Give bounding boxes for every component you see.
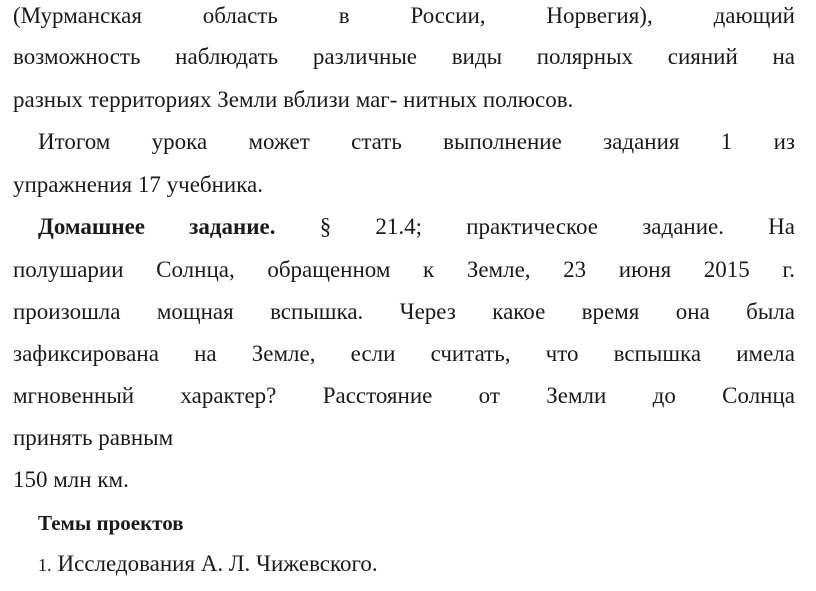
paragraph-2-line-2: упражнения 17 учебника. [13, 172, 264, 197]
homework-line-6: принять равным [13, 425, 174, 450]
homework-line-1 [38, 213, 795, 241]
homework-line-3: произошла мощная вспышка. Через какое время она была [13, 299, 795, 324]
paragraph-1-line-1: (Мурманская область в России, Норвегия), дающий [13, 3, 795, 28]
homework-line-5: мгновенный характер? Расстояние от Земли до Солнца [13, 383, 795, 408]
homework-first-line-rest: § 21.4; практическое задание. На [275, 214, 795, 239]
homework-line-2: полушарии Солнца, обращенном к Земле, 23 июня 2015 г. [13, 257, 795, 282]
projects-heading: Темы проектов [38, 511, 184, 535]
homework-line-7: 150 млн км. [13, 467, 129, 492]
projects-item-number: 1. [38, 555, 52, 575]
paragraph-1-line-2: возможность наблюдать различные виды полярных сияний на [13, 44, 795, 69]
paragraph-1-line-3: разных территориях Земли вблизи маг- нитных полюсов. [13, 87, 574, 112]
projects-item-text: Исследования А. Л. Чижевского. [57, 551, 378, 576]
paragraph-2-line-1: Итогом урока может стать выполнение задания 1 из [38, 129, 795, 154]
projects-list-item [38, 550, 795, 579]
homework-label: Домашнее задание. [38, 214, 276, 239]
homework-line-4: зафиксирована на Земле, если считать, что вспышка имела [13, 341, 795, 366]
